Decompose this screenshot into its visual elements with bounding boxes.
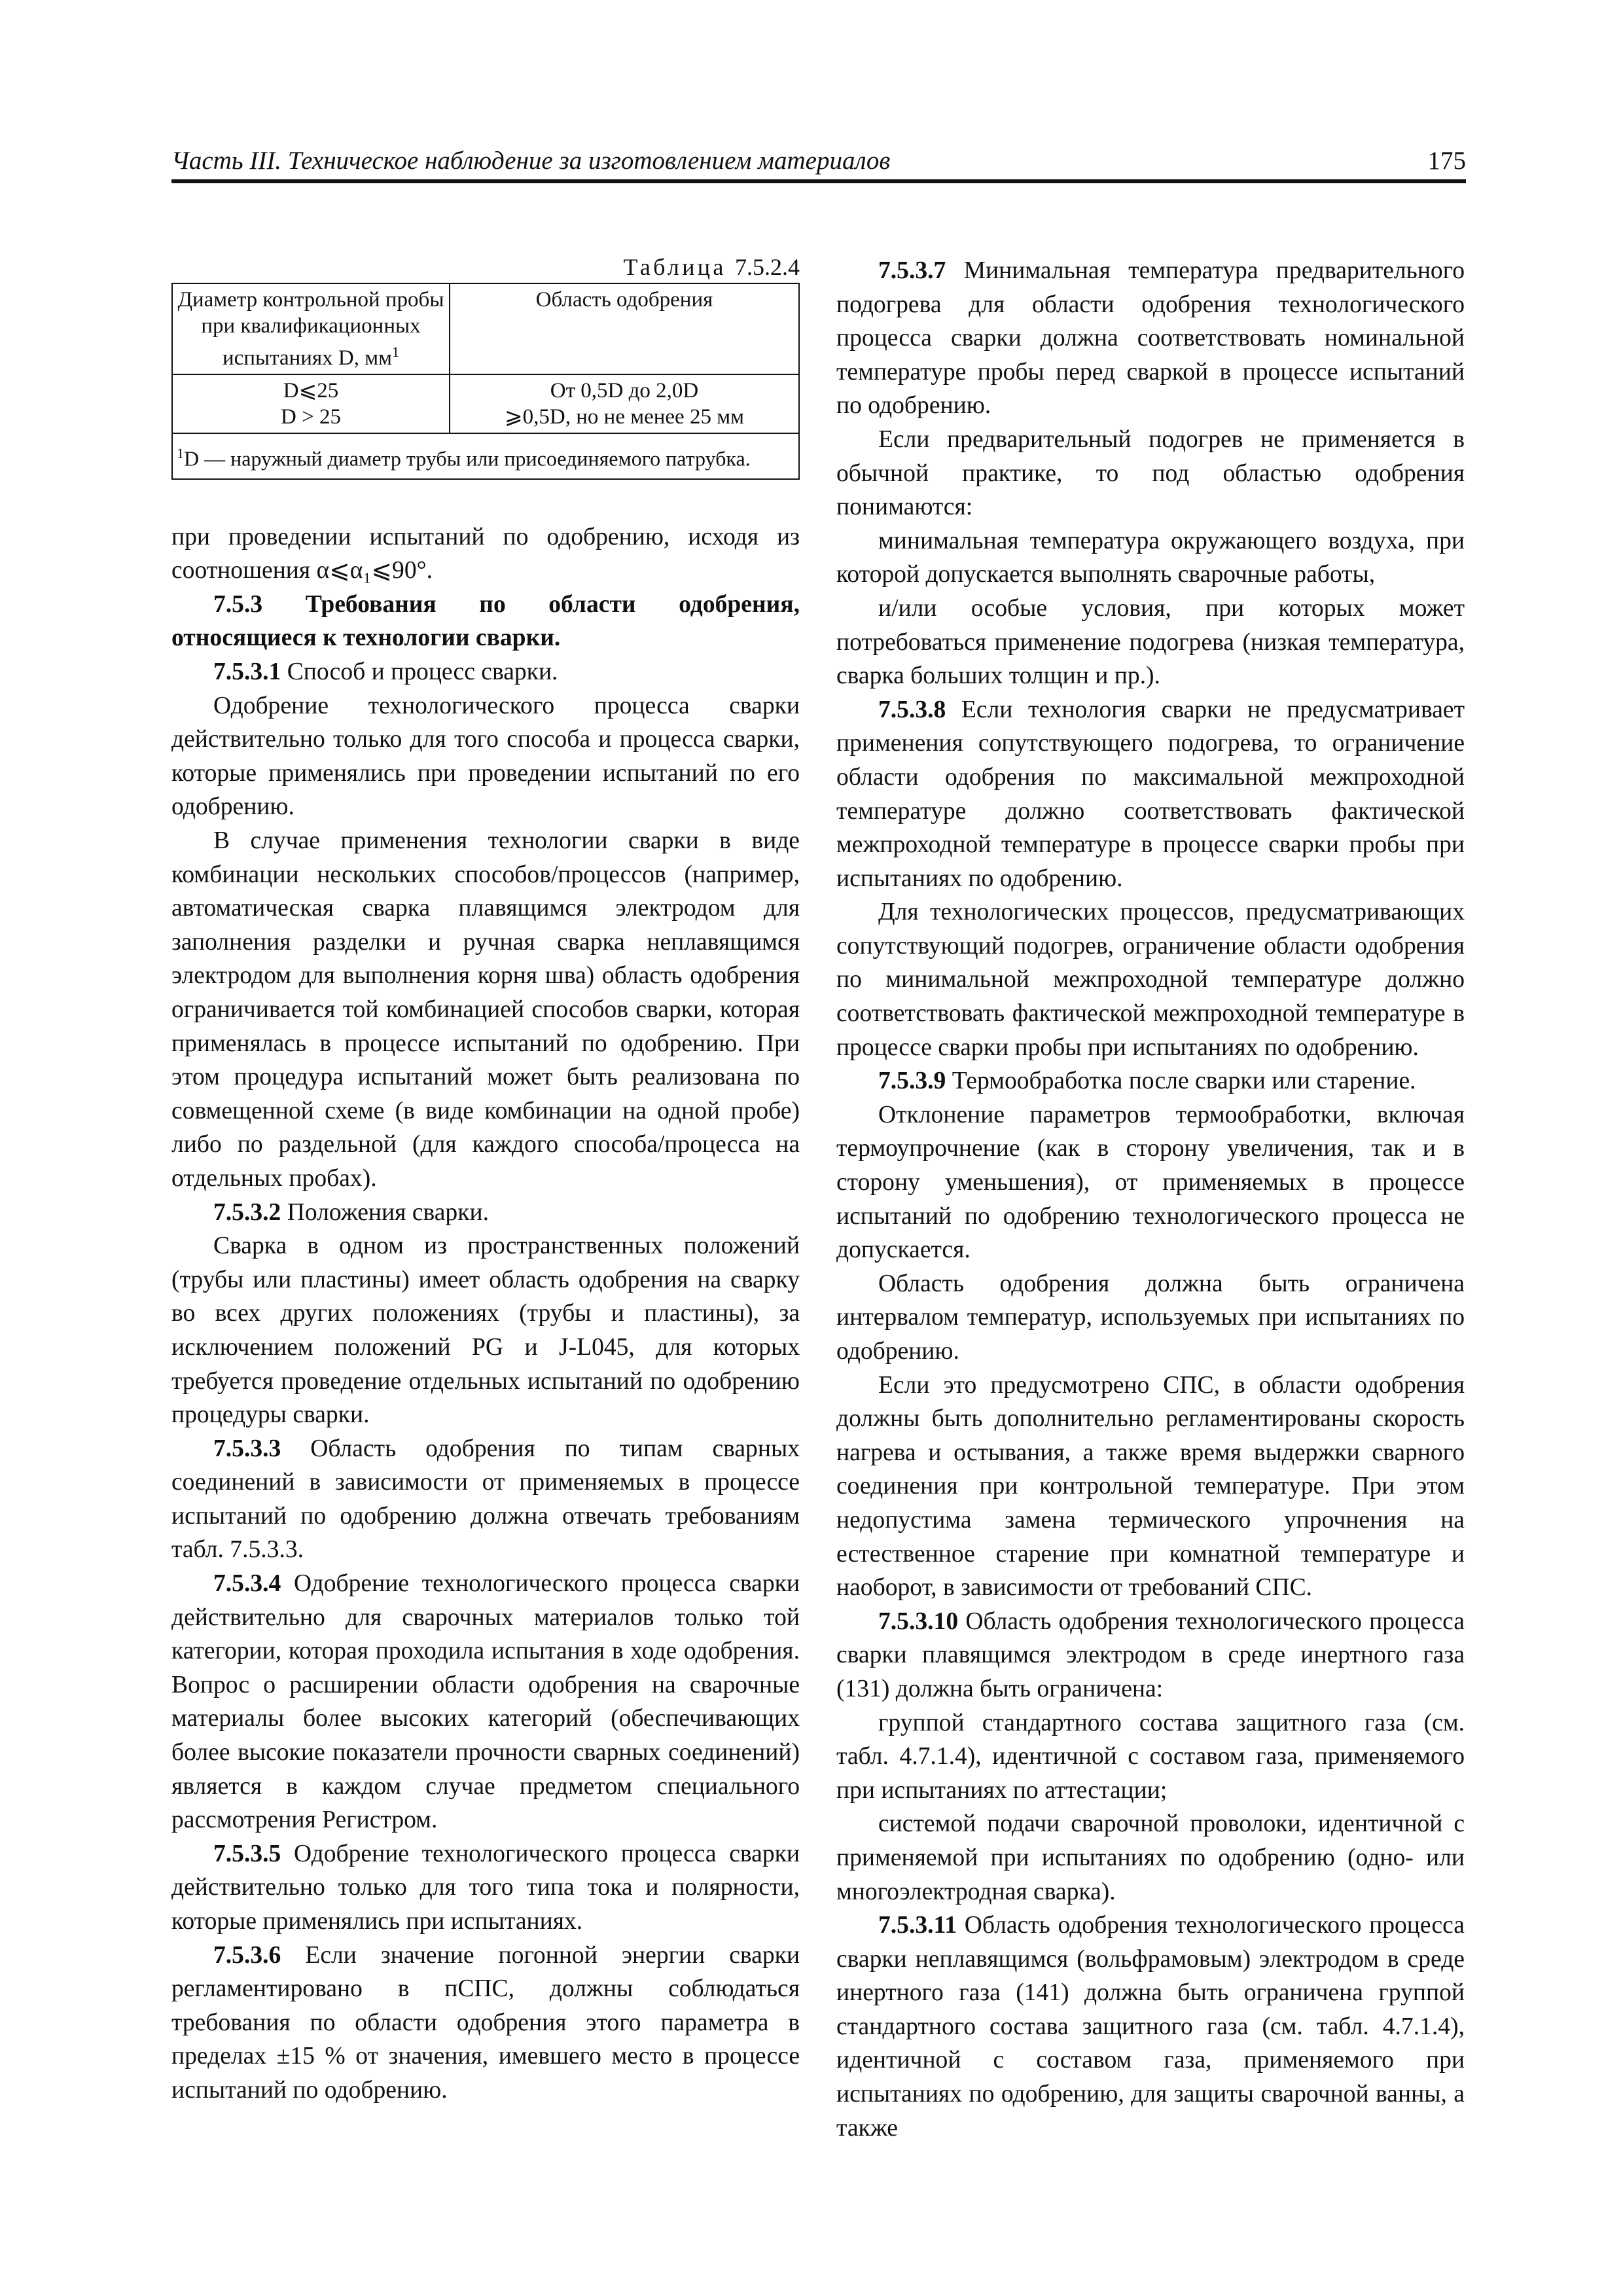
clause-text: Минимальная температура предварительного подогрева для области одобрения технологического процесса сварки должна соответствовать номинальной температуре пробы перед сваркой в процессе испытаний по одобрению. — [836, 257, 1465, 420]
clause-text: Если значение погонной энергии сварки регламентировано в пСПС, должны соблюдаться требования по области одобрения этого параметра в пределах ±15 % от значения, имевшего место в процессе испытаний по одобрению. — [171, 1941, 800, 2104]
paragraph: системой подачи сварочной проволоки, идентичной с применяемой при испытаниях по одобрению (одно- или многоэлектродная сварка). — [836, 1810, 1465, 1905]
clause-number: 7.5.3.4 — [213, 1570, 281, 1598]
clause-number: 7.5.3.11 — [878, 1912, 957, 1939]
cell-diameter-2: D > 25 — [281, 405, 341, 429]
clause-text: Если технология сварки не предусматривает применения сопутствующего подогрева, то ограничение области одобрения по максимальной межпроходной температуре должно соответствовать фактической межпроходной температуре в процессе сварки пробы при испытаниях по одобрению. — [836, 696, 1465, 892]
clause — [836, 693, 1465, 896]
paragraph: минимальная температура окружающего воздуха, при которой допускается выполнять сварочные работы, — [836, 527, 1465, 588]
clause — [836, 1909, 1465, 2145]
clause-text: Область одобрения технологического процесса сварки плавящимся электродом в среде инертного газа (131) должна быть ограничена: — [836, 1607, 1465, 1702]
paragraph: Одобрение технологического процесса сварки действительно только для того способа и процесса сварки, которые применялись при проведении испытаний по его одобрению. — [171, 692, 800, 821]
section-heading-text: 7.5.3 Требования по области одобрения, относящиеся к технологии сварки. — [171, 590, 800, 652]
approval-table — [171, 283, 800, 480]
table-footnote — [172, 433, 799, 479]
clause-number: 7.5.3.8 — [878, 696, 946, 723]
cell-range-1: От 0,5D до 2,0D — [550, 379, 699, 403]
table-header-diameter — [172, 283, 450, 374]
clause — [171, 655, 800, 689]
clause-number: 7.5.3.6 — [213, 1941, 281, 1969]
paragraph: Если это предусмотрено СПС, в области одобрения должны быть дополнительно регламентированы скорость нагрева и остывания, а также время выдержки сварного соединения при контрольной температуре. При этом недопустима замена термического упрочнения на естественное старение при комнатной температуре и наоборот, в зависимости от требований СПС. — [836, 1371, 1465, 1602]
header-line-3 — [177, 339, 445, 371]
clause-number: 7.5.3.3 — [213, 1435, 281, 1462]
clause — [171, 1837, 800, 1939]
table-row — [172, 374, 799, 433]
clause — [836, 1064, 1465, 1098]
table-caption — [171, 254, 800, 280]
section-heading — [171, 588, 800, 655]
table-header-approval-range: Область одобрения — [450, 283, 799, 374]
clause-number: 7.5.3.9 — [878, 1067, 946, 1095]
clause-text: Положения сварки. — [281, 1198, 489, 1226]
clause-text: Область одобрения по типам сварных соединений в зависимости от применяемых в процессе испытаний по одобрению должна отвечать требованиям табл. 7.5.3.3. — [171, 1435, 800, 1564]
table-caption-word: Таблица — [623, 254, 726, 280]
page-number: 175 — [1427, 147, 1466, 175]
header-title: Часть III. Техническое наблюдение за изготовлением материалов — [171, 147, 891, 175]
clause — [171, 1939, 800, 2108]
clause — [836, 254, 1465, 423]
running-header — [171, 139, 1466, 183]
clause-text: Способ и процесс сварки. — [281, 658, 558, 686]
clause-number: 7.5.3.1 — [213, 658, 281, 686]
paragraph: Область одобрения должна быть ограничена интервалом температур, используемых при испытаниях по одобрению. — [836, 1270, 1465, 1365]
left-column — [171, 254, 800, 2108]
paragraph: группой стандартного состава защитного газа (см. табл. 4.7.1.4), идентичной с составом газа, применяемого при испытаниях по аттестации; — [836, 1709, 1465, 1804]
table-footnote-row — [172, 433, 799, 479]
cell-diameter-1: D⩽25 — [283, 379, 339, 403]
paragraph: Для технологических процессов, предусматривающих сопутствующий подогрев, ограничение области одобрения по минимальной межпроходной температуре должно соответствовать фактической межпроходной температуре в процессе сварки пробы при испытаниях по одобрению. — [836, 899, 1465, 1061]
table-header-row — [172, 283, 799, 374]
clause-number: 7.5.3.2 — [213, 1198, 281, 1226]
table-cell-diameters — [172, 374, 450, 433]
table-caption-number: 7.5.2.4 — [735, 254, 800, 280]
paragraph: Если предварительный подогрев не применяется в обычной практике, то под областью одобрения понимаются: — [836, 425, 1465, 521]
clause-number: 7.5.3.5 — [213, 1840, 281, 1867]
clause — [171, 1432, 800, 1567]
paragraph: и/или особые условия, при которых может потребоваться применение подогрева (низкая температура, сварка больших толщин и пр.). — [836, 594, 1465, 690]
header-line-3-text: испытаниях D, мм — [223, 346, 392, 370]
header-line-2: при квалификационных — [201, 314, 421, 338]
clause — [171, 1567, 800, 1837]
paragraph: при проведении испытаний по одобрению, исходя из соотношения α⩽α₁⩽90°. — [171, 523, 800, 584]
footnote-mark: 1 — [177, 445, 184, 461]
header-footnote-mark: 1 — [391, 344, 399, 360]
clause-number: 7.5.3.7 — [878, 257, 946, 284]
clause — [171, 1196, 800, 1230]
clause — [836, 1605, 1465, 1706]
paragraph: В случае применения технологии сварки в виде комбинации нескольких способов/процессов (например, автоматическая сварка плавящимся электродом для заполнения разделки и ручная сварка неплавящимся электродом для выполнения корня шва) область одобрения ограничивается той комбинацией способов сварки, которая применялась в процессе испытаний по одобрению. При этом процедура испытаний может быть реализована по совмещенной схеме (в виде комбинации на одной пробе) либо по раздельной (для каждого способа/процесса на отдельных пробах). — [171, 827, 800, 1192]
clause-text: Область одобрения технологического процесса сварки неплавящимся (вольфрамовым) электродом в среде инертного газа (141) должна быть ограничена группой стандартного состава защитного газа (см. табл. 4.7.1.4), идентичной с составом газа, применяемого при испытаниях по одобрению, для защиты сварочной ванны, а также — [836, 1912, 1465, 2142]
header-line-1: Диаметр контрольной пробы — [177, 288, 444, 312]
footnote-text: D — наружный диаметр трубы или присоединяемого патрубка. — [184, 446, 751, 471]
cell-range-2: ⩾0,5D, но не менее 25 мм — [505, 405, 744, 429]
table-cell-ranges — [450, 374, 799, 433]
clause-text: Одобрение технологического процесса сварки действительно для сварочных материалов только той категории, которая проходила испытания в ходе одобрения. Вопрос о расширении области одобрения на сварочные материалы более высоких категорий (обеспечивающих более высокие показатели прочности сварных соединений) является в каждом случае предметом специального рассмотрения Регистром. — [171, 1570, 800, 1834]
clause-number: 7.5.3.10 — [878, 1607, 959, 1635]
paragraph: Отклонение параметров термообработки, включая термоупрочнение (как в сторону увеличения, так и в сторону уменьшения), от применяемых в процессе испытаний по одобрению технологического процесса не допускается. — [836, 1101, 1465, 1264]
right-column — [836, 254, 1465, 2145]
paragraph: Сварка в одном из пространственных положений (трубы или пластины) имеет область одобрения на сварку во всех других положениях (трубы и пластины), за исключением положений PG и J-L045, для которых требуется проведение отдельных испытаний по одобрению процедуры сварки. — [171, 1232, 800, 1429]
clause-text: Термообработка после сварки или старение. — [946, 1067, 1416, 1095]
clause-text: Одобрение технологического процесса сварки действительно только для того типа тока и полярности, которые применялись при испытаниях. — [171, 1840, 800, 1935]
